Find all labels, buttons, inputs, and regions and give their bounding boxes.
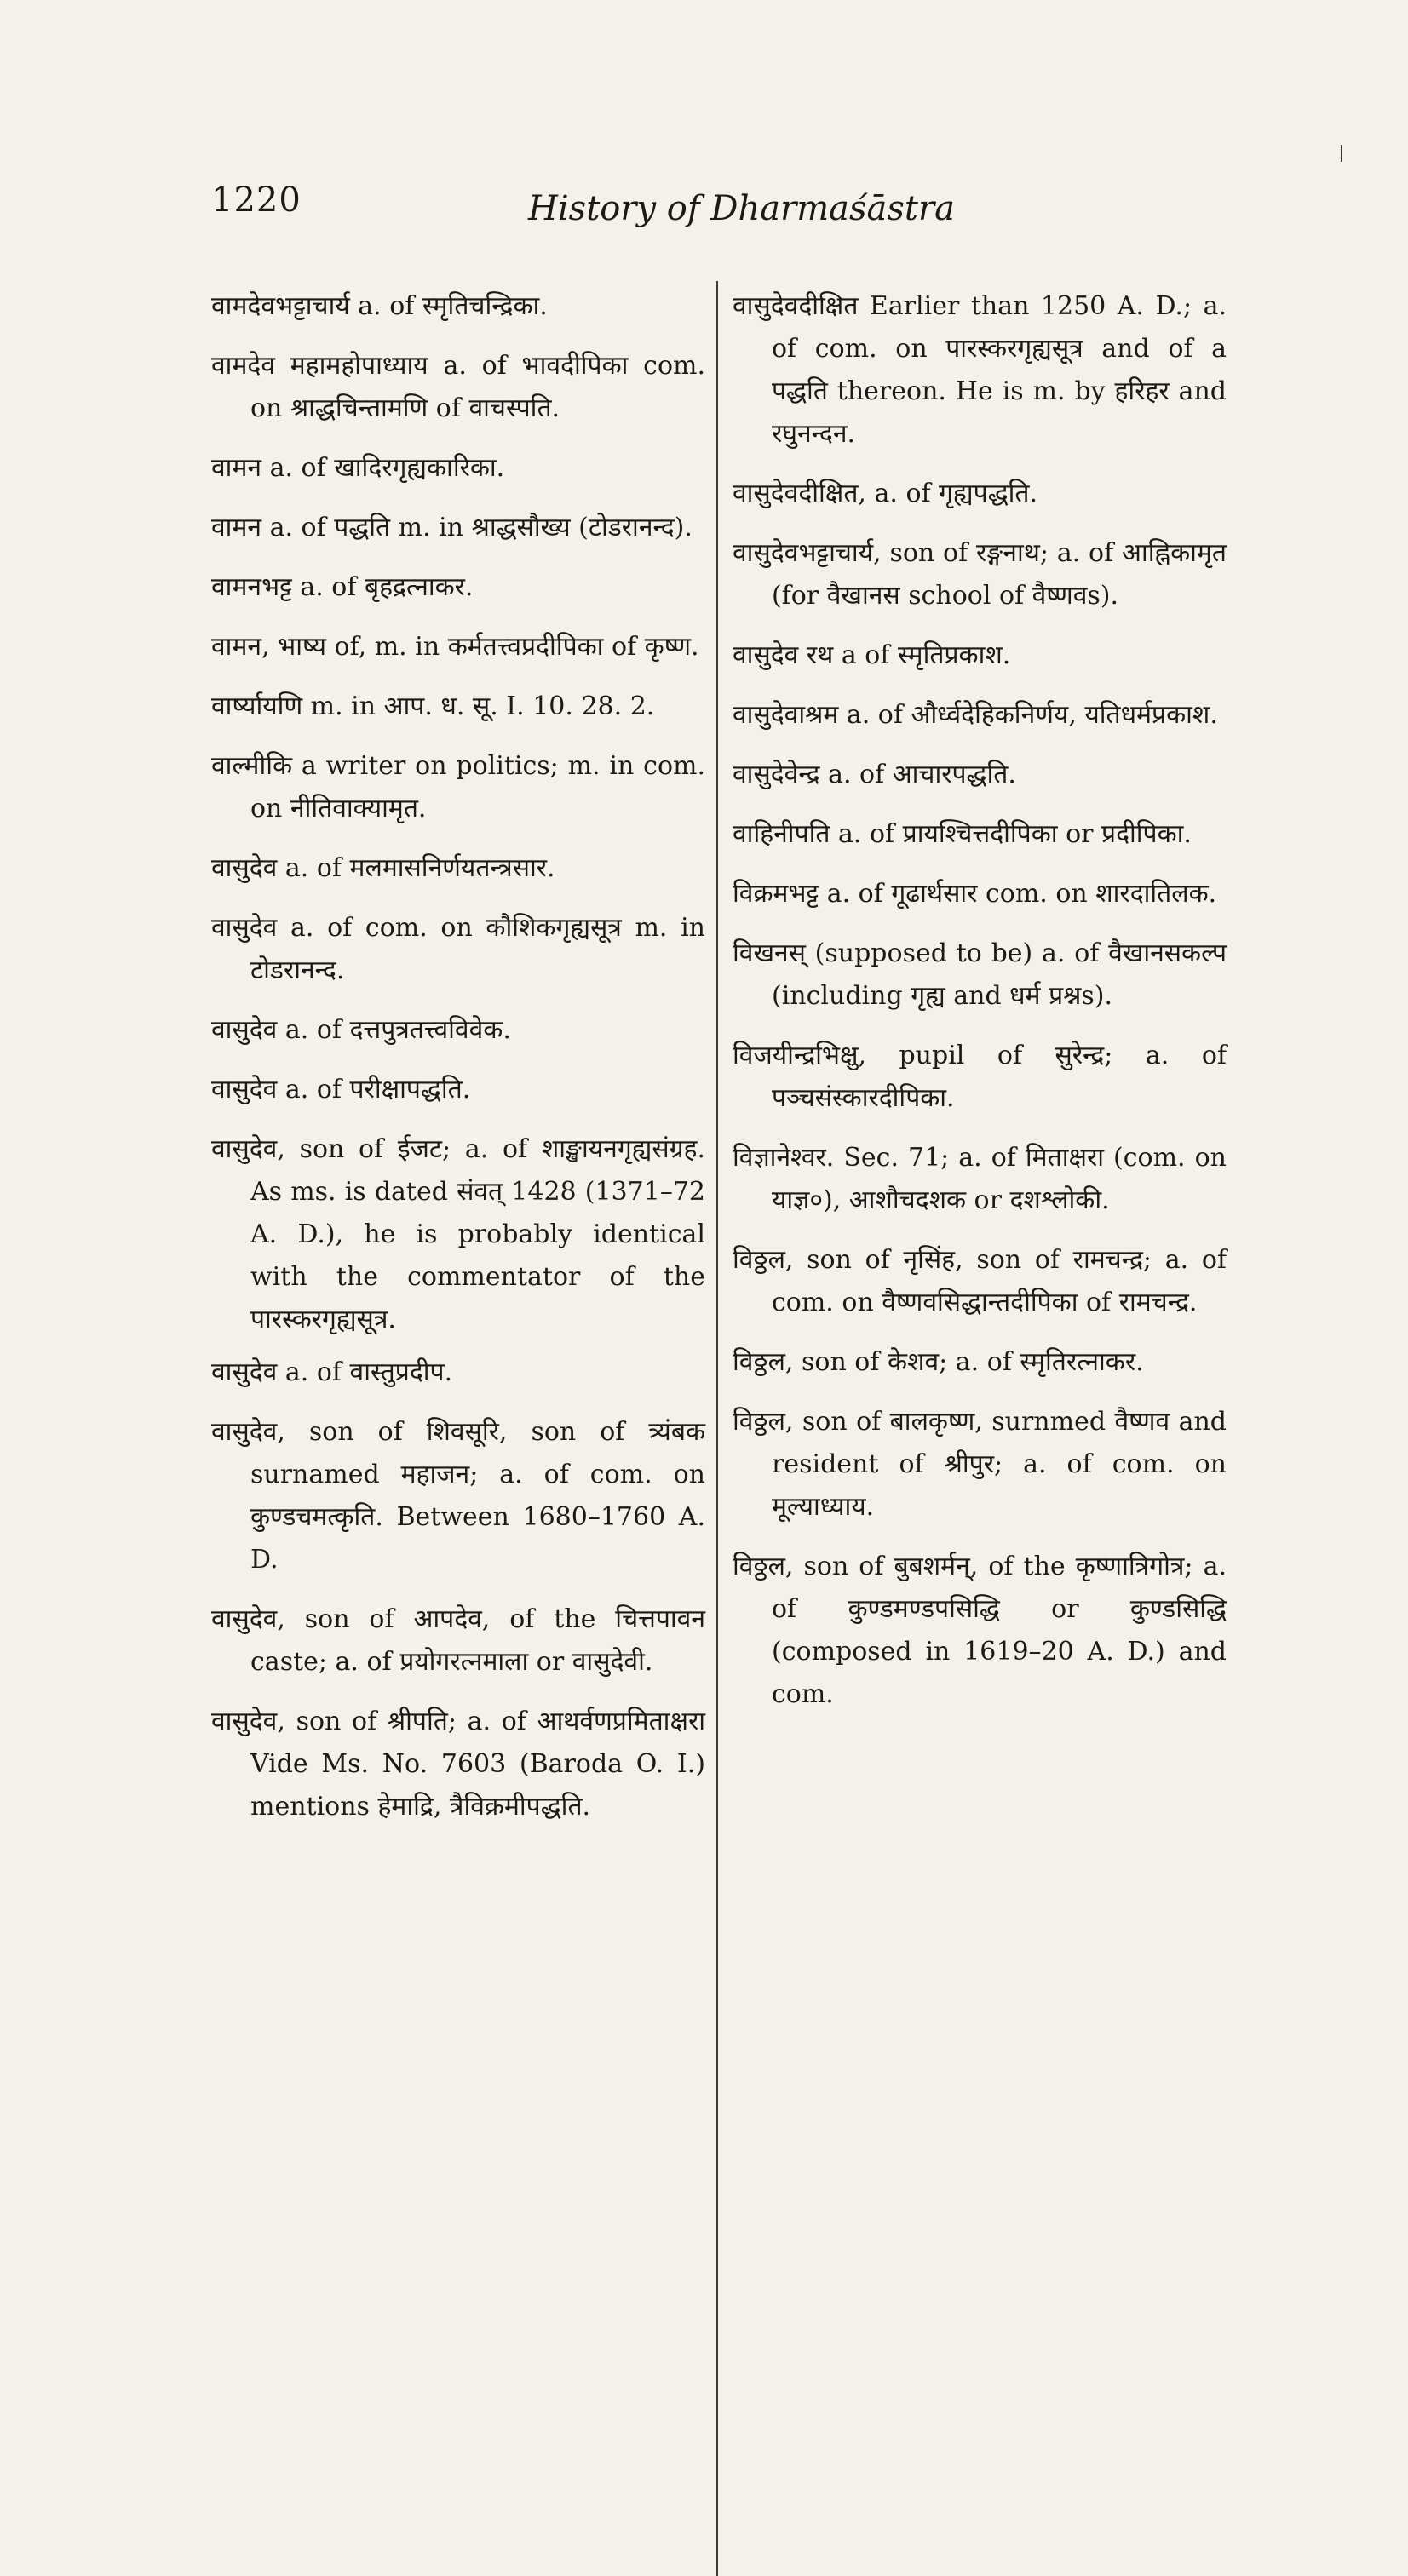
right-column xyxy=(733,285,1227,1733)
index-entry: विक्रमभट्ट a. of गूढार्थसार com. on शारदातिलक. xyxy=(733,879,1217,909)
index-entry: वामन a. of पद्धति m. in श्राद्धसौख्य (टोडरानन्द). xyxy=(211,513,693,542)
index-entry: विठ्ठल, son of नृसिंह, son of रामचन्द्र; a. of com. on वैष्णवसिद्धान्तदीपिका of रामचन्द्र. xyxy=(733,1245,1227,1317)
margin-mark xyxy=(1341,145,1342,162)
index-entry: वासुदेवाश्रम a. of और्ध्वदेहिकनिर्णय, यतिधर्मप्रकाश. xyxy=(733,700,1218,730)
index-entry: वासुदेव a. of परीक्षापद्धति. xyxy=(211,1075,471,1104)
index-entry: वामन, भाष्य of, m. in कर्मतत्त्वप्रदीपिका of कृष्ण. xyxy=(211,632,699,662)
index-entry: वासुदेव, son of श्रीपति; a. of आथर्वणप्रमिताक्षरा Vide Ms. No. 7603 (Baroda O. I.) mentions हेमाद्रि, त्रैविक्रमीपद्धति. xyxy=(211,1707,705,1822)
index-entry: विठ्ठल, son of बालकृष्ण, surnmed वैष्णव and resident of श्रीपुर; a. of com. on मूल्याध्याय. xyxy=(733,1407,1227,1522)
index-entry: विठ्ठल, son of बुबशर्मन्, of the कृष्णात्रिगोत्र; a. of कुण्डमण्डपसिद्धि or कुण्डसिद्धि (composed in 1619–20 A. D.) and com. xyxy=(733,1552,1227,1709)
index-entry: वार्ष्यायणि m. in आप. ध. सू. I. 10. 28. 2. xyxy=(211,691,655,721)
index-entry: वासुदेव रथ a of स्मृतिप्रकाश. xyxy=(733,640,1011,670)
index-entry: विज्ञानेश्वर. Sec. 71; a. of मिताक्षरा (com. on याज्ञ०), आशौचदशक or दशश्लोकी. xyxy=(733,1143,1227,1215)
index-entry: वासुदेव, son of शिवसूरि, son of त्र्यंबक surnamed महाजन; a. of com. on कुण्डचमत्कृति. Between 1680–1760 A. D. xyxy=(211,1417,705,1575)
index-entry: वामन a. of खादिरगृह्यकारिका. xyxy=(211,453,505,483)
index-entry: विजयीन्द्रभिक्षु, pupil of सुरेन्द्र; a. of पञ्चसंस्कारदीपिका. xyxy=(733,1041,1227,1113)
index-entry: वासुदेवभट्टाचार्य, son of रङ्गनाथ; a. of आह्निकामृत (for वैखानस school of वैष्णवs). xyxy=(733,538,1227,611)
left-column xyxy=(211,285,705,1845)
index-entry: वामदेव महामहोपाध्याय a. of भावदीपिका com. on श्राद्धचिन्तामणि of वाचस्पति. xyxy=(211,351,705,423)
index-entry: वासुदेव a. of वास्तुप्रदीप. xyxy=(211,1357,453,1387)
index-entry: वामदेवभट्टाचार्य a. of स्मृतिचन्द्रिका. xyxy=(211,291,548,321)
index-entry: वासुदेवदीक्षित, a. of गृह्यपद्धति. xyxy=(733,479,1038,508)
index-entry: वासुदेव, son of ईजट; a. of शाङ्खायनगृह्यसंग्रह. As ms. is dated संवत् 1428 (1371–72 A. D.), he is probably identical with the commentator of the पारस्करगृह्यसूत्र. xyxy=(211,1134,705,1334)
page-number: 1220 xyxy=(211,181,302,220)
index-entry: वामनभट्ट a. of बृहद्रत्नाकर. xyxy=(211,572,474,602)
index-entry: वासुदेव, son of आपदेव, of the चित्तपावन caste; a. of प्रयोगरत्नमाला or वासुदेवी. xyxy=(211,1604,705,1677)
running-title: History of Dharmaśāstra xyxy=(528,189,955,228)
index-entry: वासुदेवेन्द्र a. of आचारपद्धति. xyxy=(733,760,1016,789)
index-entry: वासुदेव a. of com. on कौशिकगृह्यसूत्र m. in टोडरानन्द. xyxy=(211,913,705,985)
index-entry: वाहिनीपति a. of प्रायश्चित्तदीपिका or प्रदीपिका. xyxy=(733,819,1192,849)
index-entry: वासुदेव a. of दत्तपुत्रतत्त्वविवेक. xyxy=(211,1015,511,1045)
column-divider xyxy=(716,281,718,2576)
index-entry: वासुदेव a. of मलमासनिर्णयतन्त्रसार. xyxy=(211,853,555,883)
index-entry: वाल्मीकि a writer on politics; m. in com. on नीतिवाक्यामृत. xyxy=(211,751,705,823)
index-entry: वासुदेवदीक्षित Earlier than 1250 A. D.; a. of com. on पारस्करगृह्यसूत्र and of a पद्धति thereon. He is m. by हरिहर and रघुनन्दन. xyxy=(733,291,1227,449)
index-entry: विठ्ठल, son of केशव; a. of स्मृतिरत्नाकर. xyxy=(733,1347,1144,1377)
index-entry: विखनस् (supposed to be) a. of वैखानसकल्प (including गृह्य and धर्म प्रश्नs). xyxy=(733,938,1227,1011)
